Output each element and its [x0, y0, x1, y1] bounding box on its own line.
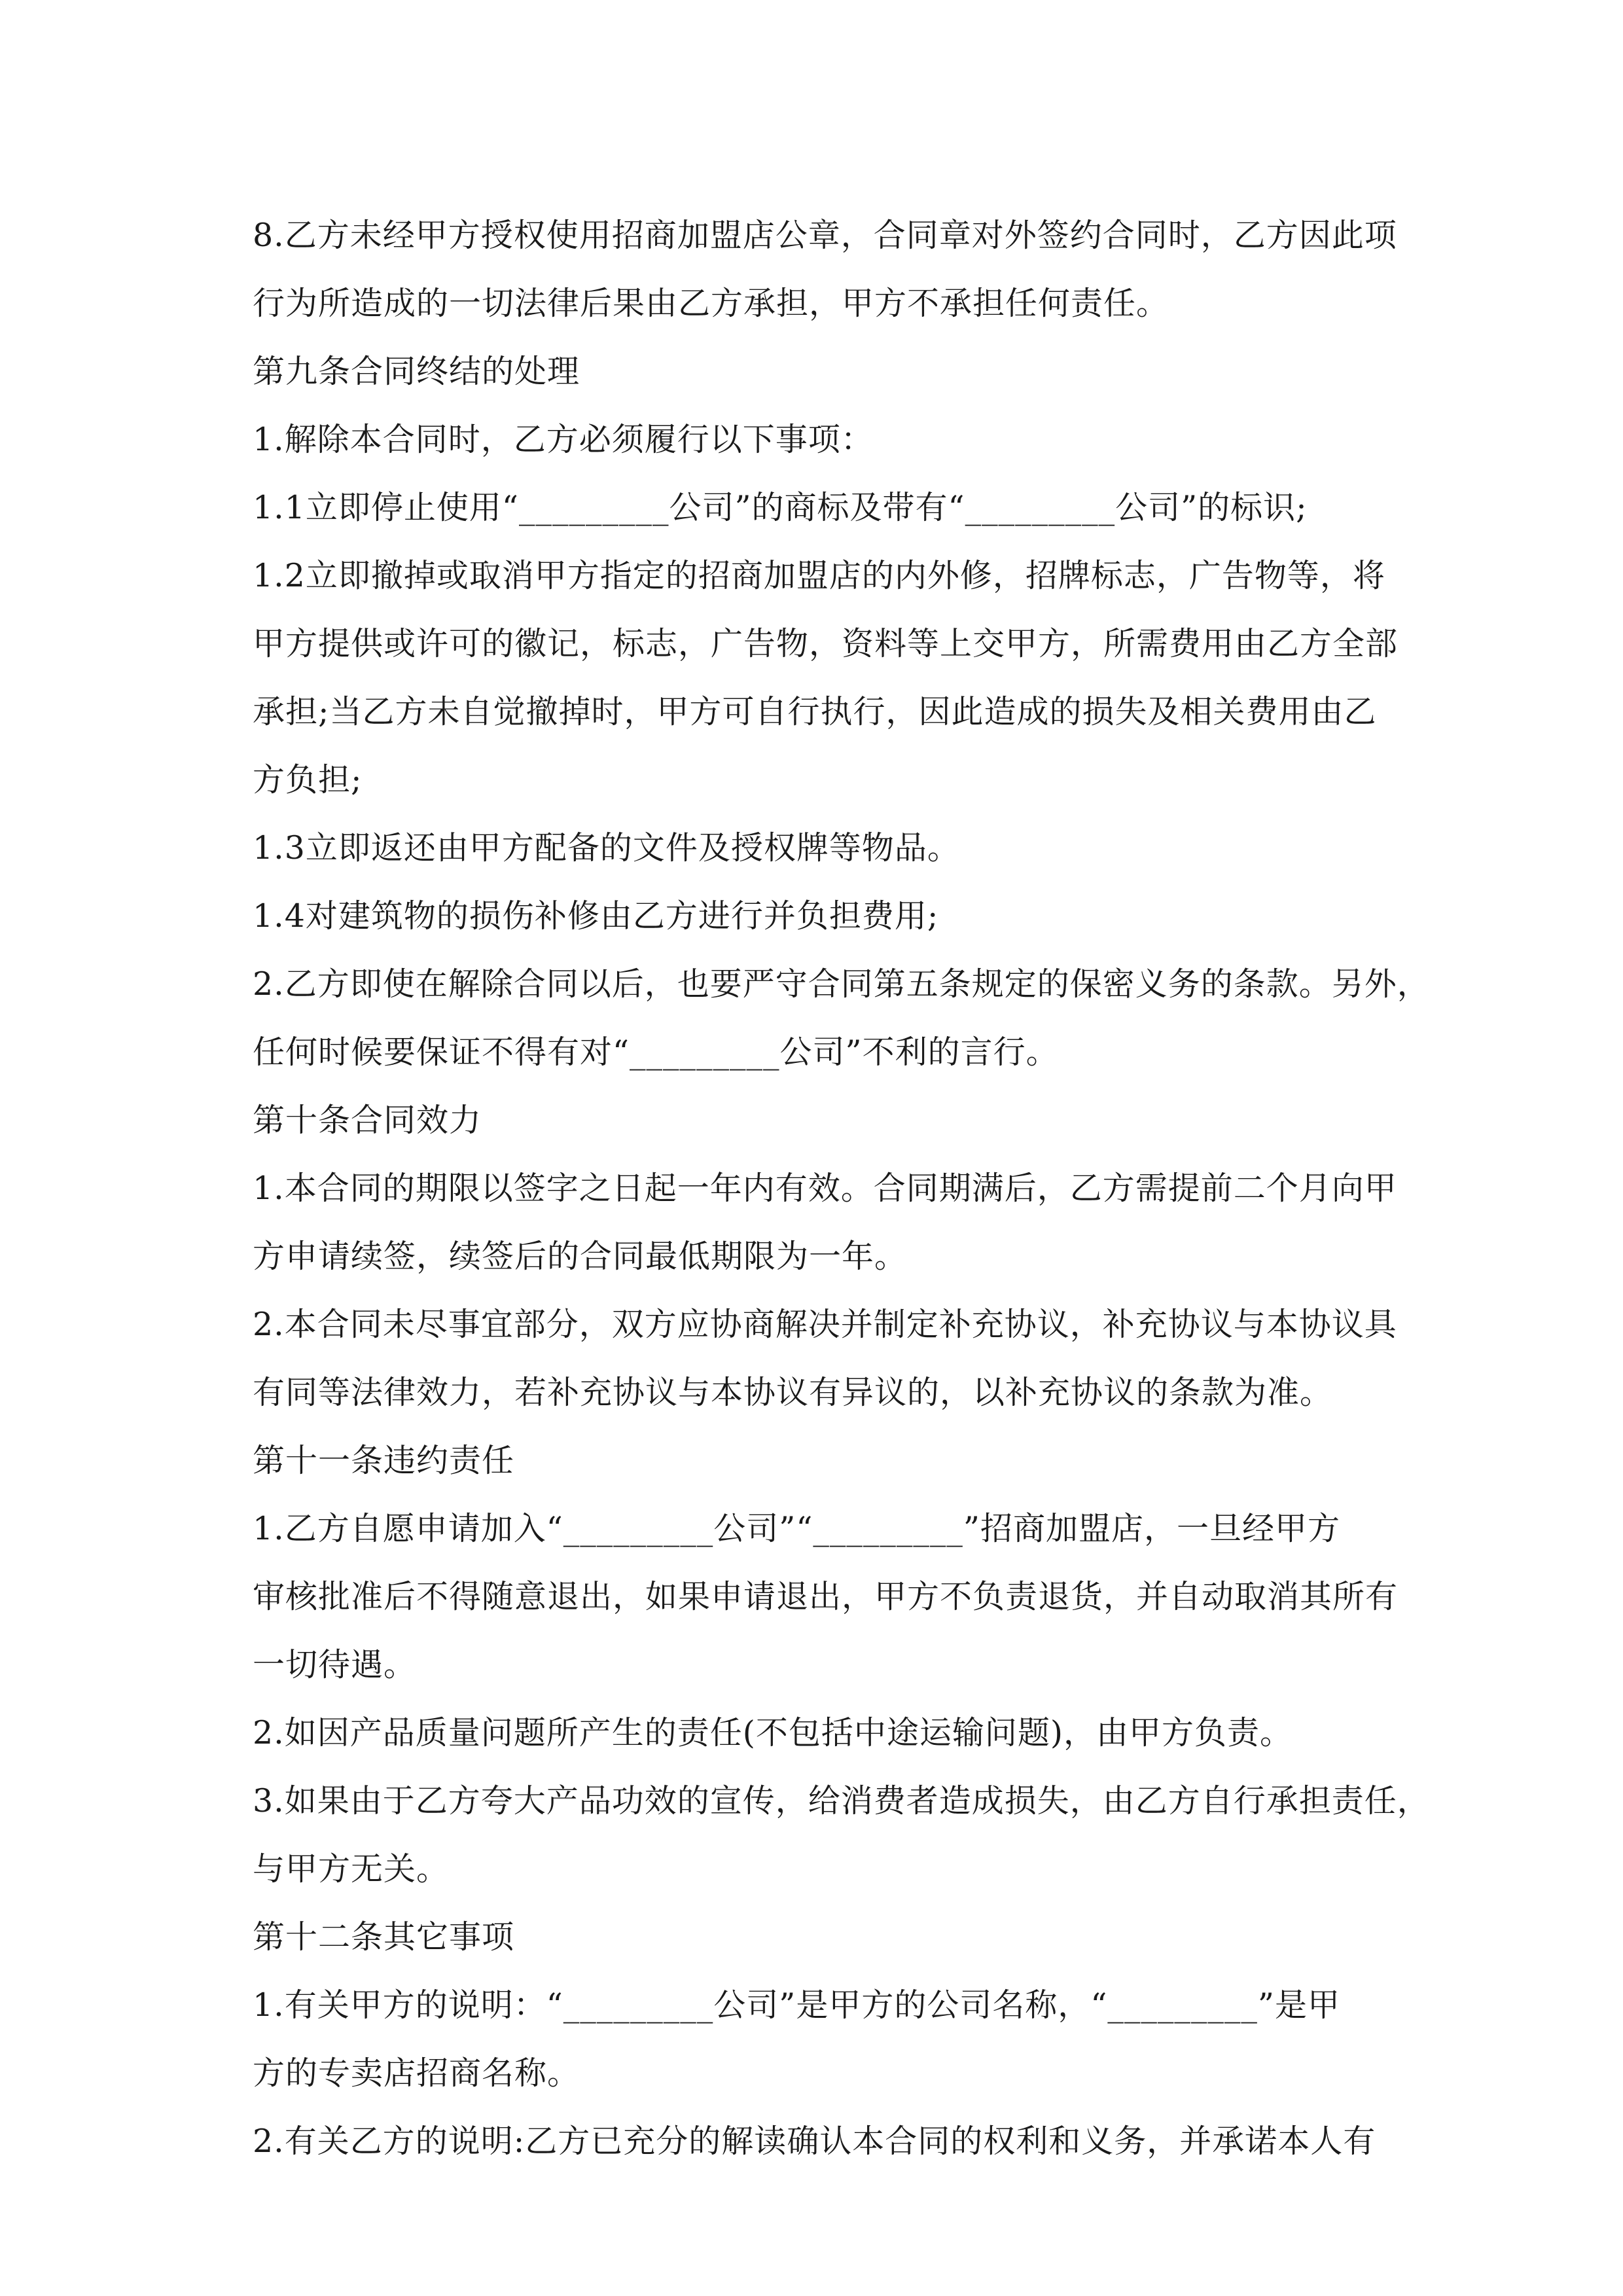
text-line: 1.有关甲方的说明：“_________公司”是甲方的公司名称，“_________”是甲 [253, 1986, 1340, 2024]
section-heading-11: 第十一条违约责任 [253, 1442, 515, 1479]
text-line: 行为所造成的一切法律后果由乙方承担，甲方不承担任何责任。 [253, 285, 1169, 322]
text-line: 3.如果由于乙方夸大产品功效的宣传，给消费者造成损失，由乙方自行承担责任， [253, 1782, 1430, 1820]
text-line: 甲方提供或许可的徽记，标志，广告物，资料等上交甲方，所需费用由乙方全部 [253, 625, 1399, 662]
text-line: 方的专卖店招商名称。 [253, 2054, 580, 2092]
text-line: 8.乙方未经甲方授权使用招商加盟店公章，合同章对外签约合同时，乙方因此项 [253, 217, 1397, 254]
text-line: 2.本合同未尽事宜部分，双方应协商解决并制定补充协议，补充协议与本协议具 [253, 1306, 1397, 1343]
text-line: 与甲方无关。 [253, 1850, 450, 1888]
text-line: 2.如因产品质量问题所产生的责任(不包括中途运输问题)，由甲方负责。 [253, 1714, 1293, 1751]
text-line: 1.乙方自愿申请加入“_________公司”“_________”招商加盟店，一旦经甲方 [253, 1510, 1340, 1547]
text-line: 1.2立即撤掉或取消甲方指定的招商加盟店的内外修，招牌标志，广告物等，将 [253, 557, 1385, 594]
text-line: 2.乙方即使在解除合同以后，也要严守合同第五条规定的保密义务的条款。另外， [253, 965, 1430, 1003]
text-line: 承担;当乙方未自觉撤掉时，甲方可自行执行，因此造成的损失及相关费用由乙 [253, 693, 1377, 730]
text-line: 任何时候要保证不得有对“_________公司”不利的言行。 [253, 1033, 1059, 1071]
text-line: 1.解除本合同时，乙方必须履行以下事项： [253, 421, 874, 458]
text-line: 1.3立即返还由甲方配备的文件及授权牌等物品。 [253, 829, 960, 867]
text-line: 1.本合同的期限以签字之日起一年内有效。合同期满后，乙方需提前二个月向甲 [253, 1170, 1397, 1207]
section-heading-12: 第十二条其它事项 [253, 1918, 515, 1956]
text-line: 审核批准后不得随意退出，如果申请退出，甲方不负责退货，并自动取消其所有 [253, 1578, 1399, 1615]
section-heading-10: 第十条合同效力 [253, 1102, 482, 1139]
text-line: 1.4对建筑物的损伤补修由乙方进行并负担费用; [253, 897, 939, 935]
document-body [253, 202, 1430, 2176]
text-line: 方负担; [253, 761, 363, 798]
text-line: 一切待遇。 [253, 1646, 417, 1683]
section-heading-9: 第九条合同终结的处理 [253, 353, 580, 390]
text-line: 有同等法律效力，若补充协议与本协议有异议的，以补充协议的条款为准。 [253, 1374, 1333, 1411]
text-line: 方申请续签，续签后的合同最低期限为一年。 [253, 1238, 908, 1275]
text-line: 2.有关乙方的说明:乙方已充分的解读确认本合同的权利和义务，并承诺本人有 [253, 2123, 1376, 2160]
text-line: 1.1立即停止使用“_________公司”的商标及带有“_________公司”的标识; [253, 489, 1308, 526]
